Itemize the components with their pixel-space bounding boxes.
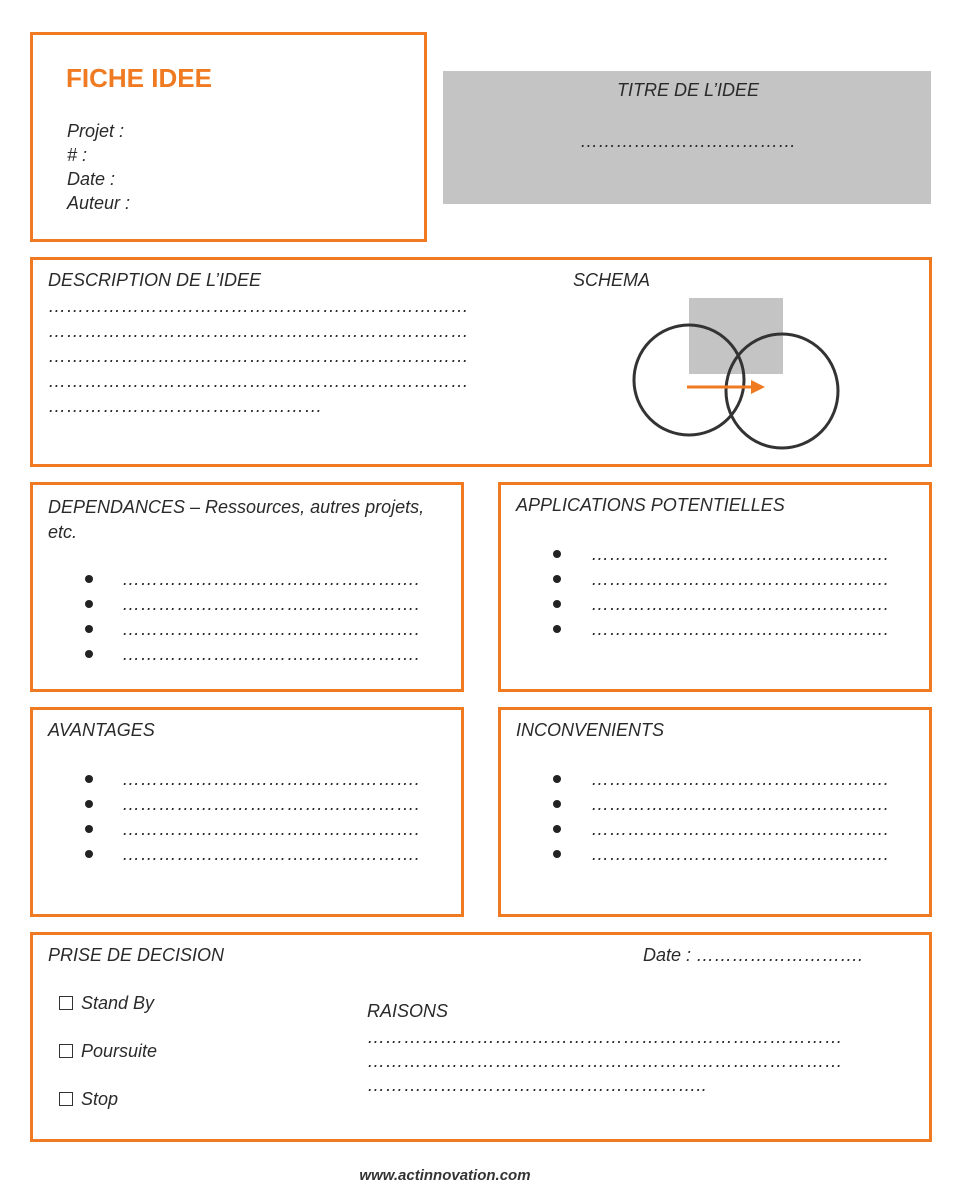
bullet (553, 550, 561, 558)
avantage-item[interactable]: …………………………………………. (122, 844, 421, 864)
description-line[interactable]: …………………………………………………………… (48, 346, 469, 366)
reasons-line[interactable]: …………………………………………………………………… (367, 1027, 843, 1047)
application-item[interactable]: …………………………………………. (591, 544, 890, 564)
avantage-item[interactable]: …………………………………………. (122, 769, 421, 789)
dependance-item[interactable]: …………………………………………. (122, 619, 421, 639)
bullet (85, 650, 93, 658)
reasons-line[interactable]: ……………………………………………….. (367, 1075, 708, 1095)
reasons-heading: RAISONS (367, 1001, 449, 1021)
bullet (553, 775, 561, 783)
avantage-item[interactable]: …………………………………………. (122, 819, 421, 839)
schema-heading: SCHEMA (573, 270, 651, 290)
decision-date[interactable]: Date : ………………………. (643, 945, 864, 965)
decision-heading: PRISE DE DECISION (48, 945, 225, 965)
bullet (85, 850, 93, 858)
header-box (30, 32, 427, 242)
bullet (85, 825, 93, 833)
bullet (553, 850, 561, 858)
inconvenient-item[interactable]: …………………………………………. (591, 819, 890, 839)
bullet (553, 800, 561, 808)
bullet (85, 800, 93, 808)
schema-arrow-head (751, 380, 765, 394)
dependance-item[interactable]: …………………………………………. (122, 594, 421, 614)
idea-title-label: TITRE DE L’IDEE (616, 80, 760, 100)
bullet (553, 625, 561, 633)
reasons-line[interactable]: …………………………………………………………………… (367, 1051, 843, 1071)
footer-url[interactable]: www.actinnovation.com (359, 1167, 531, 1184)
bullet (553, 600, 561, 608)
page-title: FICHE IDEE (66, 63, 212, 93)
field-date[interactable]: Date : (67, 169, 116, 189)
application-item[interactable]: …………………………………………. (591, 569, 890, 589)
checkbox-stand-by[interactable] (59, 996, 73, 1010)
field-auteur[interactable]: Auteur : (67, 193, 131, 213)
field-projet[interactable]: Projet : (67, 121, 125, 141)
bullet (85, 575, 93, 583)
checkbox-poursuite[interactable] (59, 1044, 73, 1058)
checkbox-stop[interactable] (59, 1092, 73, 1106)
idea-title-block (443, 71, 931, 204)
idea-title-input[interactable]: ……………………………… (580, 131, 796, 151)
option-stop[interactable] (59, 1089, 118, 1110)
description-line[interactable]: ……………………………………… (48, 396, 323, 416)
application-item[interactable]: …………………………………………. (591, 619, 890, 639)
field-number[interactable]: # : (67, 145, 88, 165)
inconvenients-box (498, 707, 932, 917)
avantages-heading: AVANTAGES (48, 720, 155, 740)
description-line[interactable]: …………………………………………………………… (48, 296, 469, 316)
inconvenient-item[interactable]: …………………………………………. (591, 794, 890, 814)
bullet (85, 775, 93, 783)
applications-heading: APPLICATIONS POTENTIELLES (516, 495, 785, 515)
applications-box (498, 482, 932, 692)
description-line[interactable]: …………………………………………………………… (48, 321, 469, 341)
option-poursuite[interactable] (59, 1041, 157, 1062)
description-heading: DESCRIPTION DE L’IDEE (48, 270, 262, 290)
inconvenient-item[interactable]: …………………………………………. (591, 769, 890, 789)
dependance-item[interactable]: …………………………………………. (122, 644, 421, 664)
option-stand-by[interactable] (59, 993, 154, 1014)
application-item[interactable]: …………………………………………. (591, 594, 890, 614)
description-box (30, 257, 932, 467)
schema-diagram (623, 294, 853, 454)
option-label: Poursuite (81, 1041, 158, 1061)
dependances-box (30, 482, 464, 692)
description-line[interactable]: …………………………………………………………… (48, 371, 469, 391)
inconvenients-heading: INCONVENIENTS (516, 720, 665, 740)
decision-box (30, 932, 932, 1142)
bullet (85, 600, 93, 608)
avantage-item[interactable]: …………………………………………. (122, 794, 421, 814)
bullet (553, 575, 561, 583)
option-label: Stop (81, 1089, 119, 1109)
inconvenient-item[interactable]: …………………………………………. (591, 844, 890, 864)
bullet (553, 825, 561, 833)
option-label: Stand By (81, 993, 155, 1013)
avantages-box (30, 707, 464, 917)
bullet (85, 625, 93, 633)
dependance-item[interactable]: …………………………………………. (122, 569, 421, 589)
dependances-heading: DEPENDANCES – Ressources, autres projets, etc. (48, 497, 425, 542)
